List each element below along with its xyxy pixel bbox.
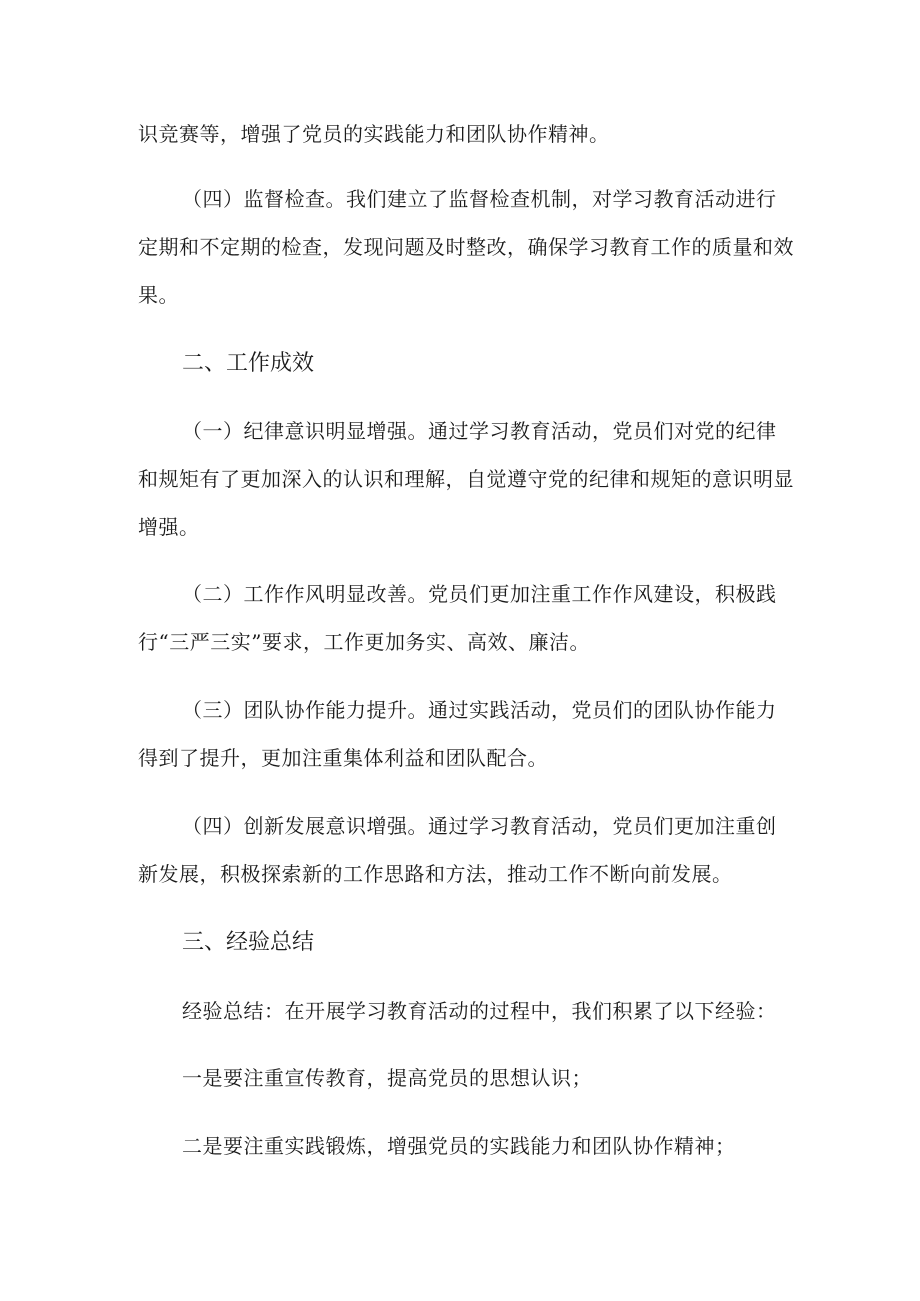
section-heading: 三、经验总结 — [182, 930, 315, 955]
paragraph-line: 新发展，积极探索新的工作思路和方法，推动工作不断向前发展。 — [138, 862, 733, 886]
paragraph-line: 定期和不定期的检查，发现问题及时整改，确保学习教育工作的质量和效 — [138, 235, 794, 259]
paragraph-line: 一是要注重宣传教育，提高党员的思想认识； — [182, 1066, 592, 1090]
paragraph-line: （二）工作作风明显改善。党员们更加注重工作作风建设，积极践 — [182, 582, 777, 606]
paragraph-line: 果。 — [138, 283, 179, 307]
paragraph-line: 二是要注重实践锻炼，增强党员的实践能力和团队协作精神； — [182, 1134, 736, 1158]
paragraph-line: 识竞赛等，增强了党员的实践能力和团队协作精神。 — [138, 122, 610, 146]
paragraph-line: （三）团队协作能力提升。通过实践活动，党员们的团队协作能力 — [182, 698, 777, 722]
paragraph-line: 经验总结：在开展学习教育活动的过程中，我们积累了以下经验： — [182, 999, 777, 1023]
paragraph-line: 得到了提升，更加注重集体利益和团队配合。 — [138, 746, 548, 770]
paragraph-line: （四）监督检查。我们建立了监督检查机制，对学习教育活动进行 — [182, 187, 777, 211]
section-heading: 二、工作成效 — [182, 351, 315, 376]
paragraph-line: 行“三严三实”要求，工作更加务实、高效、廉洁。 — [138, 630, 590, 654]
paragraph-line: 增强。 — [138, 515, 200, 539]
paragraph-line: （一）纪律意识明显增强。通过学习教育活动，党员们对党的纪律 — [182, 419, 777, 443]
paragraph-line: （四）创新发展意识增强。通过学习教育活动，党员们更加注重创 — [182, 814, 777, 838]
paragraph-line: 和规矩有了更加深入的认识和理解，自觉遵守党的纪律和规矩的意识明显 — [138, 467, 794, 491]
